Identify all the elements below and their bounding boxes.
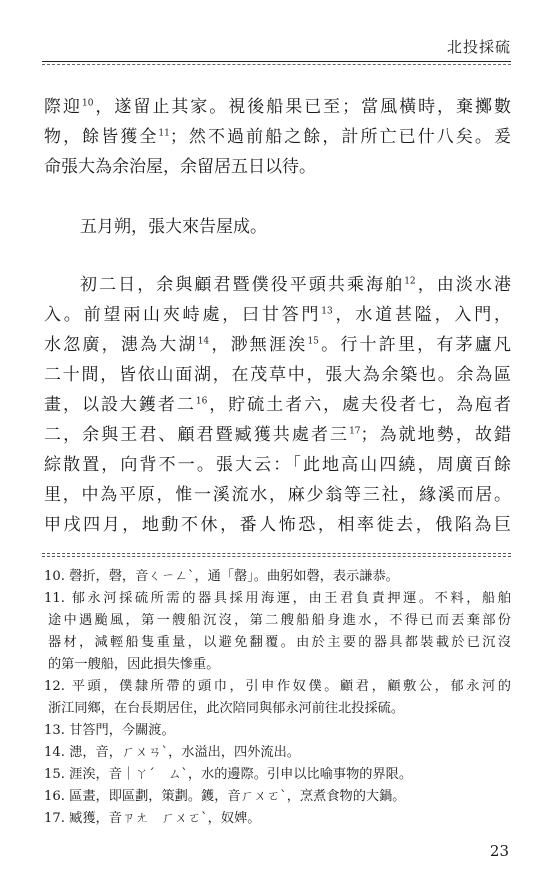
footnote-15: 15. 涯涘，音｜ㄚˊ ㄙˋ，水的邊際。引申以比喻事物的界限。 xyxy=(44,767,413,782)
footnote-13: 13. 甘答門，今關渡。 xyxy=(44,723,175,738)
footnote-11-cont: 器材，減輕船隻重量，以避免翻覆。由於主要的器具都裝載於已沉沒 xyxy=(48,635,511,650)
footnote-12-cont: 浙江同鄉，在台長期居住，此次陪同與郁永河前往北投採硫。 xyxy=(48,701,405,716)
footnote-separator xyxy=(42,553,511,554)
running-header-title: 北投採硫 xyxy=(446,38,511,56)
footnote-11-cont: 途中遇颱風，第一艘船沉沒，第二艘船船身進水，不得已而丟棄部份 xyxy=(48,613,511,628)
footnote-17: 17. 臧獲，音ㄗㄤ ㄏㄨㄛˋ，奴婢。 xyxy=(44,811,261,826)
body-line: 甲戌四月，地動不休，番人怖恐，相率徙去，俄陷為巨 xyxy=(44,515,511,535)
body-line: 物，餘皆獲全$^{11}$；然不過前船之餘，計所亡已什八矣。爰 xyxy=(44,127,512,147)
header-rule-dashed xyxy=(42,64,511,65)
body-line: 初二日，余與顧君暨僕役平頭共乘海舶$^{12}$，由淡水港 xyxy=(80,275,512,295)
footnote-14: 14. 漶，音，ㄏㄨㄢˋ，水溢出，四外流出。 xyxy=(44,745,300,760)
body-line: 二十間，皆依山面湖，在茂草中，張大為余築也。余為區 xyxy=(44,365,511,385)
body-line: 里，中為平原，惟一溪流水，麻少翁等三社，緣溪而居。 xyxy=(44,485,511,505)
header-rule xyxy=(42,61,511,62)
footnote-11-cont: 的第一艘船，因此損失慘重。 xyxy=(48,657,220,672)
page-number: 23 xyxy=(489,842,509,860)
body-line: 命張大為余治屋，余留居五日以待。 xyxy=(44,157,316,177)
footnote-11: 11. 郁永河採硫所需的器具採用海運，由王君負責押運。不料，船舶 xyxy=(44,591,511,606)
body-line: 五月朔，張大來告屋成。 xyxy=(80,217,267,237)
body-line: 二，余與王君、顧君暨臧獲共處者三$^{17}$；為就地勢，故錯 xyxy=(44,425,512,445)
body-line: 際迎$^{10}$，遂留止其家。視後船果已至；當風橫時，棄擲數 xyxy=(44,97,512,117)
body-line: 水忽廣，漶為大湖$^{14}$，渺無涯涘$^{15}$。行十許里，有茅廬凡 xyxy=(44,335,512,355)
body-line: 入。前望兩山夾峙處，曰甘答門$^{13}$，水道甚隘，入門， xyxy=(44,305,512,325)
footnote-16: 16. 區畫，即區劃，策劃。鑊，音ㄏㄨㄛˋ，烹煮食物的大鍋。 xyxy=(44,789,406,804)
footnote-separator-dashed xyxy=(42,556,511,557)
footnote-12: 12. 平頭，僕隸所帶的頭巾，引申作奴僕。顧君，顧敷公，郁永河的 xyxy=(44,679,511,694)
footnote-10: 10. 磬折，磬，音ㄑㄧㄥˋ，通「罄」。曲躬如磬，表示謙恭。 xyxy=(44,569,399,584)
body-line: 畫，以設大鑊者二$^{16}$，貯硫土者六，處夫役者七，為庖者 xyxy=(44,395,512,415)
body-line: 綜散置，向背不一。張大云：「此地高山四繞，周廣百餘 xyxy=(44,455,511,475)
